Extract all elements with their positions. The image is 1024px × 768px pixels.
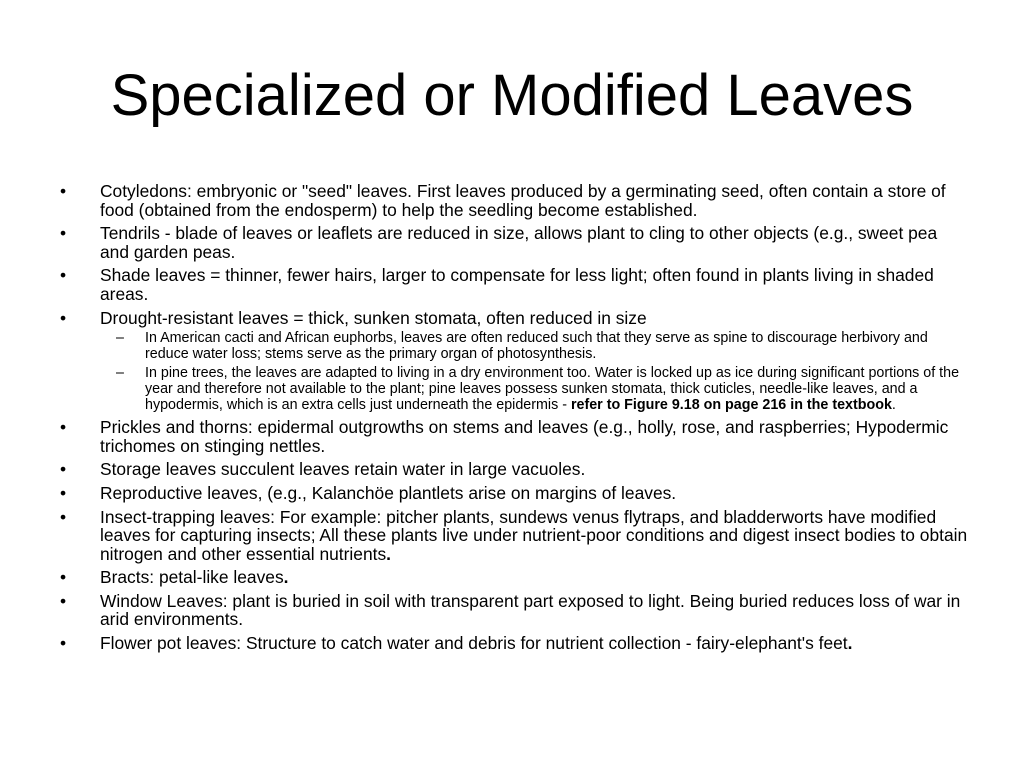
bullet-item-cotyledons — [60, 182, 970, 219]
bullet-item-storage-leaves — [60, 460, 970, 479]
bullet-text: Flower pot leaves: Structure to catch water and debris for nutrient collection - fairy-elephant's feet — [100, 633, 848, 654]
bullet-text: Prickles and thorns: epidermal outgrowths on stems and leaves (e.g., holly, rose, and raspberries; Hypodermic trichomes on stinging nettles. — [100, 417, 949, 456]
bullet-end: . — [386, 543, 392, 564]
bullet-text: Storage leaves succulent leaves retain water in large vacuoles. — [100, 459, 586, 480]
bullet-marker: • — [60, 265, 67, 286]
sub-bullet-list — [100, 331, 970, 413]
sub-item-end: . — [891, 396, 896, 413]
sub-item-cacti — [100, 331, 970, 362]
bullet-marker: • — [60, 459, 67, 480]
bullet-item-shade-leaves — [60, 266, 970, 303]
bullet-item-drought-resistant — [60, 309, 970, 414]
bullet-end: . — [283, 567, 289, 588]
bullet-item-prickles-thorns — [60, 418, 970, 455]
figure-reference: refer to Figure 9.18 on page 216 in the textbook — [570, 396, 892, 413]
bullet-marker: • — [60, 506, 67, 527]
bullet-marker: • — [60, 307, 67, 328]
slide-title: Specialized or Modified Leaves — [110, 63, 914, 128]
bullet-marker: • — [60, 633, 67, 654]
bullet-marker: • — [60, 181, 67, 201]
bullet-list — [60, 182, 970, 653]
bullet-text: Drought-resistant leaves = thick, sunken stomata, often reduced in size — [100, 307, 647, 328]
dash-marker: – — [116, 365, 124, 382]
bullet-text: Window Leaves: plant is buried in soil with transparent part exposed to light. Being buried reduces loss of war in arid environments. — [100, 590, 961, 630]
bullet-marker: • — [60, 417, 67, 438]
bullet-marker: • — [60, 590, 67, 611]
bullet-text: Cotyledons: embryonic or "seed" leaves. First leaves produced by a germinating seed, often contain a store of food (obtained from the endosperm) to help the seedling become established. — [100, 181, 946, 220]
bullet-text: Insect-trapping leaves: For example: pitcher plants, sundews venus flytraps, and bladderworts have modified leaves for capturing insects; All these plants live under nutrient-poor conditions and digest insect bodies to obtain nitrogen and other essential nutrients — [100, 506, 968, 564]
bullet-item-bracts — [60, 568, 970, 587]
bullet-text: Bracts: petal-like leaves — [100, 567, 284, 588]
bullet-marker: • — [60, 223, 67, 244]
dash-marker: – — [116, 330, 124, 347]
bullet-item-reproductive-leaves — [60, 484, 970, 503]
bullet-marker: • — [60, 567, 67, 588]
bullet-marker: • — [60, 482, 67, 503]
slide-body — [60, 182, 970, 658]
bullet-end: . — [847, 633, 853, 654]
sub-item-text: In pine trees, the leaves are adapted to living in a dry environment too. Water is locked up as ice during significant portions of the year and therefore not available to the plant; pine leaves possess sunken stomata, thick cuticles, needle-like leaves, and a hypodermis, which is an extra cells just underneath the epidermis - — [145, 365, 960, 413]
bullet-text: Shade leaves = thinner, fewer hairs, larger to compensate for less light; often found in plants living in shaded areas. — [100, 265, 934, 304]
bullet-item-insect-trapping — [60, 508, 970, 564]
sub-item-pine-trees — [100, 366, 970, 413]
bullet-item-flower-pot-leaves — [60, 634, 970, 653]
sub-item-text: In American cacti and African euphorbs, leaves are often reduced such that they serve as spine to discourage herbivory and reduce water loss; stems serve as the primary organ of photosynthesis. — [145, 330, 928, 362]
bullet-item-window-leaves — [60, 592, 970, 629]
bullet-text: Tendrils - blade of leaves or leaflets are reduced in size, allows plant to cling to other objects (e.g., sweet pea and garden peas. — [100, 223, 938, 262]
bullet-text: Reproductive leaves, (e.g., Kalanchöe plantlets arise on margins of leaves. — [100, 482, 677, 503]
bullet-item-tendrils — [60, 224, 970, 261]
